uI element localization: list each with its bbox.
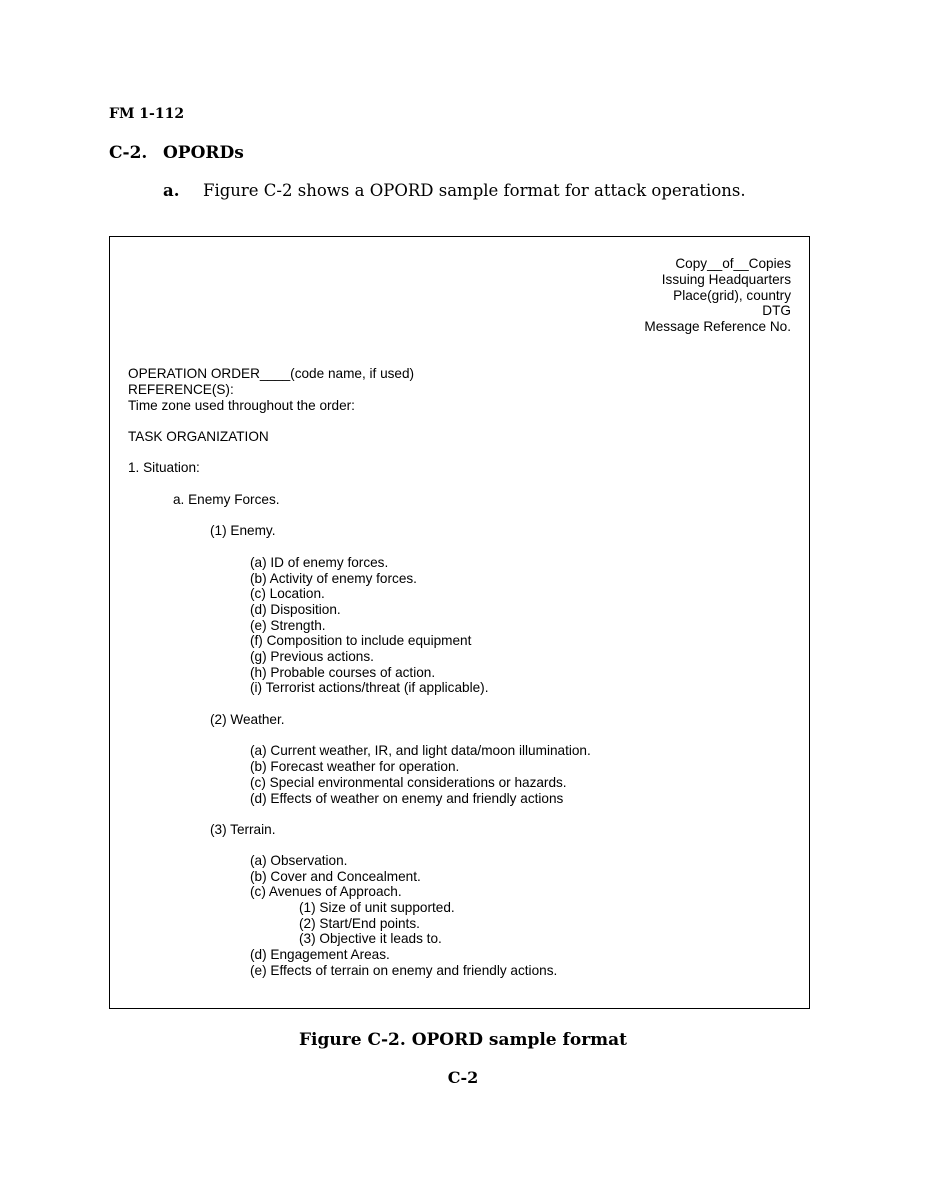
enemy-forces-heading: a. Enemy Forces.: [173, 492, 280, 507]
list-item: (a) ID of enemy forces.: [250, 555, 389, 570]
header-issuing-hq: Issuing Headquarters: [661, 272, 791, 287]
list-item: (g) Previous actions.: [250, 649, 374, 664]
list-item: (a) Observation.: [250, 853, 348, 868]
intro-label: a.: [163, 181, 180, 200]
list-item: (d) Effects of weather on enemy and friendly actions: [250, 791, 564, 806]
time-zone-line: Time zone used throughout the order:: [128, 398, 355, 413]
section-number: C-2.: [109, 143, 148, 163]
header-copy: Copy__of__Copies: [675, 256, 791, 271]
references-line: REFERENCE(S):: [128, 382, 234, 397]
document-id: FM 1-112: [109, 106, 185, 122]
situation-heading: 1. Situation:: [128, 460, 200, 475]
list-item: (d) Engagement Areas.: [250, 947, 390, 962]
list-item: (b) Activity of enemy forces.: [250, 571, 417, 586]
list-item: (c) Special environmental considerations or hazards.: [250, 775, 567, 790]
header-message-ref: Message Reference No.: [644, 319, 791, 334]
enemy-heading: (1) Enemy.: [210, 523, 276, 538]
page-number: C-2: [447, 1068, 479, 1087]
section-heading: [109, 143, 244, 163]
intro-text: Figure C-2 shows a OPORD sample format for attack operations.: [203, 181, 746, 200]
list-item: (b) Forecast weather for operation.: [250, 759, 460, 774]
task-organization: TASK ORGANIZATION: [128, 429, 269, 444]
weather-heading: (2) Weather.: [210, 712, 285, 727]
list-item: (d) Disposition.: [250, 602, 341, 617]
sub-list-item: (3) Objective it leads to.: [299, 931, 442, 946]
list-item: (b) Cover and Concealment.: [250, 869, 421, 884]
intro-paragraph: [163, 181, 746, 200]
list-item: (a) Current weather, IR, and light data/moon illumination.: [250, 743, 591, 758]
figure-box: [109, 236, 810, 1009]
list-item: (c) Location.: [250, 586, 325, 601]
list-item: (e) Effects of terrain on enemy and friendly actions.: [250, 963, 558, 978]
list-item: (c) Avenues of Approach.: [250, 884, 402, 899]
header-place: Place(grid), country: [673, 288, 791, 303]
list-item: (f) Composition to include equipment: [250, 633, 472, 648]
header-dtg: DTG: [762, 303, 791, 318]
section-title: OPORDs: [163, 143, 244, 163]
terrain-heading: (3) Terrain.: [210, 822, 276, 837]
sub-list-item: (2) Start/End points.: [299, 916, 420, 931]
list-item: (i) Terrorist actions/threat (if applicable).: [250, 680, 489, 695]
list-item: (h) Probable courses of action.: [250, 665, 436, 680]
sub-list-item: (1) Size of unit supported.: [299, 900, 455, 915]
list-item: (e) Strength.: [250, 618, 326, 633]
operation-order-line: OPERATION ORDER____(code name, if used): [128, 366, 415, 381]
figure-caption: Figure C-2. OPORD sample format: [298, 1030, 628, 1050]
